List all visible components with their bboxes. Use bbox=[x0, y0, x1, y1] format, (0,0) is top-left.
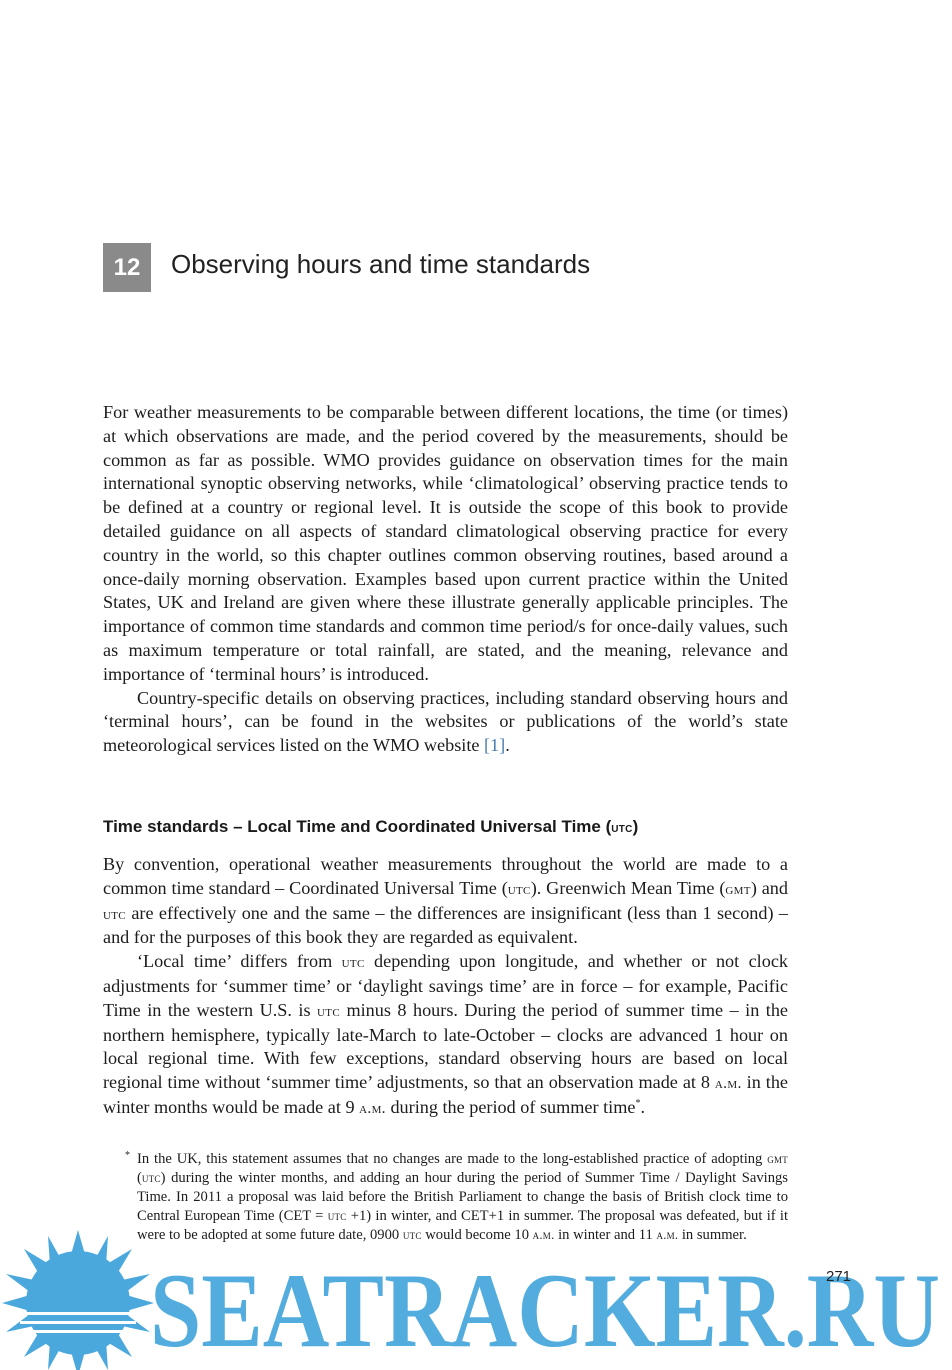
reference-link-1[interactable]: [1] bbox=[484, 735, 506, 756]
footnote: * In the UK, this statement assumes that no changes are made to the long-established practice of adopting gmt (utc) during the winter months, and adding an hour during the period of Summer Time / Daylight Savings Time. In 2011 a proposal was laid before the British Parliament to change the basis of British clock time to Central European Time (CET = utc +1) in winter, and CET+1 in summer. The proposal was defeated, but if it were to be adopted at some future date, 0900 utc would become 10 a.m. in winter and 11 a.m. in summer. bbox=[137, 1150, 788, 1245]
chapter-number: 12 bbox=[103, 243, 151, 292]
intro-paragraph-1: For weather measurements to be comparable between different locations, the time (or times) at which observations are made, and the period covered by the measurements, should be common as far as possible. WMO provides guidance on observation times for the main international synoptic observing networks, while ‘climatological’ observing practice tends to be defined at a country or regional level. It is outside the scope of this book to provide detailed guidance on all aspects of standard climatological observing practice for every country in the world, so this chapter outlines common observing routines, based around a once-daily morning observation. Examples based upon current practice within the United States, UK and Ireland are given where these illustrate generally applicable principles. The importance of common time standards and common time period/s for once-daily values, such as maximum temperature or total rainfall, are stated, and the meaning, relevance and importance of ‘terminal hours’ is introduced. bbox=[103, 402, 788, 684]
watermark bbox=[0, 1228, 952, 1370]
page-number: 271 bbox=[826, 1268, 852, 1285]
section-heading: Time standards – Local Time and Coordinated Universal Time (utc) bbox=[103, 817, 639, 836]
intro-paragraph-2-text: Country-specific details on observing practices, including standard observing hours and ‘terminal hours’, can be found in the websites or publications of the world’s state meteorological services listed on the WMO website bbox=[103, 687, 788, 756]
footnote-mark: * bbox=[125, 1150, 130, 1161]
sun-icon bbox=[2, 1230, 154, 1370]
intro-paragraph-2: Country-specific details on observing practices, including standard observing hours and ‘terminal hours’, can be found in the websites or publications of the world’s state meteorological services listed on the WMO website [1]. bbox=[103, 687, 788, 756]
section-paragraph-1: By convention, operational weather measurements throughout the world are made to a common time standard – Coordinated Universal Time (utc). Greenwich Mean Time (gmt) and utc are effectively one and the same – the differences are insignificant (less than 1 second) – and for the purposes of this book they are regarded as equivalent. bbox=[103, 854, 788, 948]
chapter-title: Observing hours and time standards bbox=[171, 249, 591, 279]
section-text bbox=[103, 853, 788, 1121]
section-paragraph-2: ‘Local time’ differs from utc depending upon longitude, and whether or not clock adjustments for ‘summer time’ or ‘daylight savings time’ are in force – for example, Pacific Time in the western U.S. is utc minus 8 hours. During the period of summer time – in the northern hemisphere, typically late-March to late-October – clocks are advanced 1 hour on local regional time. With few exceptions, standard observing hours are based on local regional time without ‘summer time’ adjustments, so that an observation made at 8 a.m. in the winter months would be made at 9 a.m. during the period of summer time*. bbox=[103, 951, 788, 1117]
intro-text bbox=[103, 401, 788, 758]
footnote-marker[interactable]: * bbox=[635, 1097, 641, 1109]
watermark-text: SEATRACKER.RU bbox=[150, 1252, 940, 1369]
